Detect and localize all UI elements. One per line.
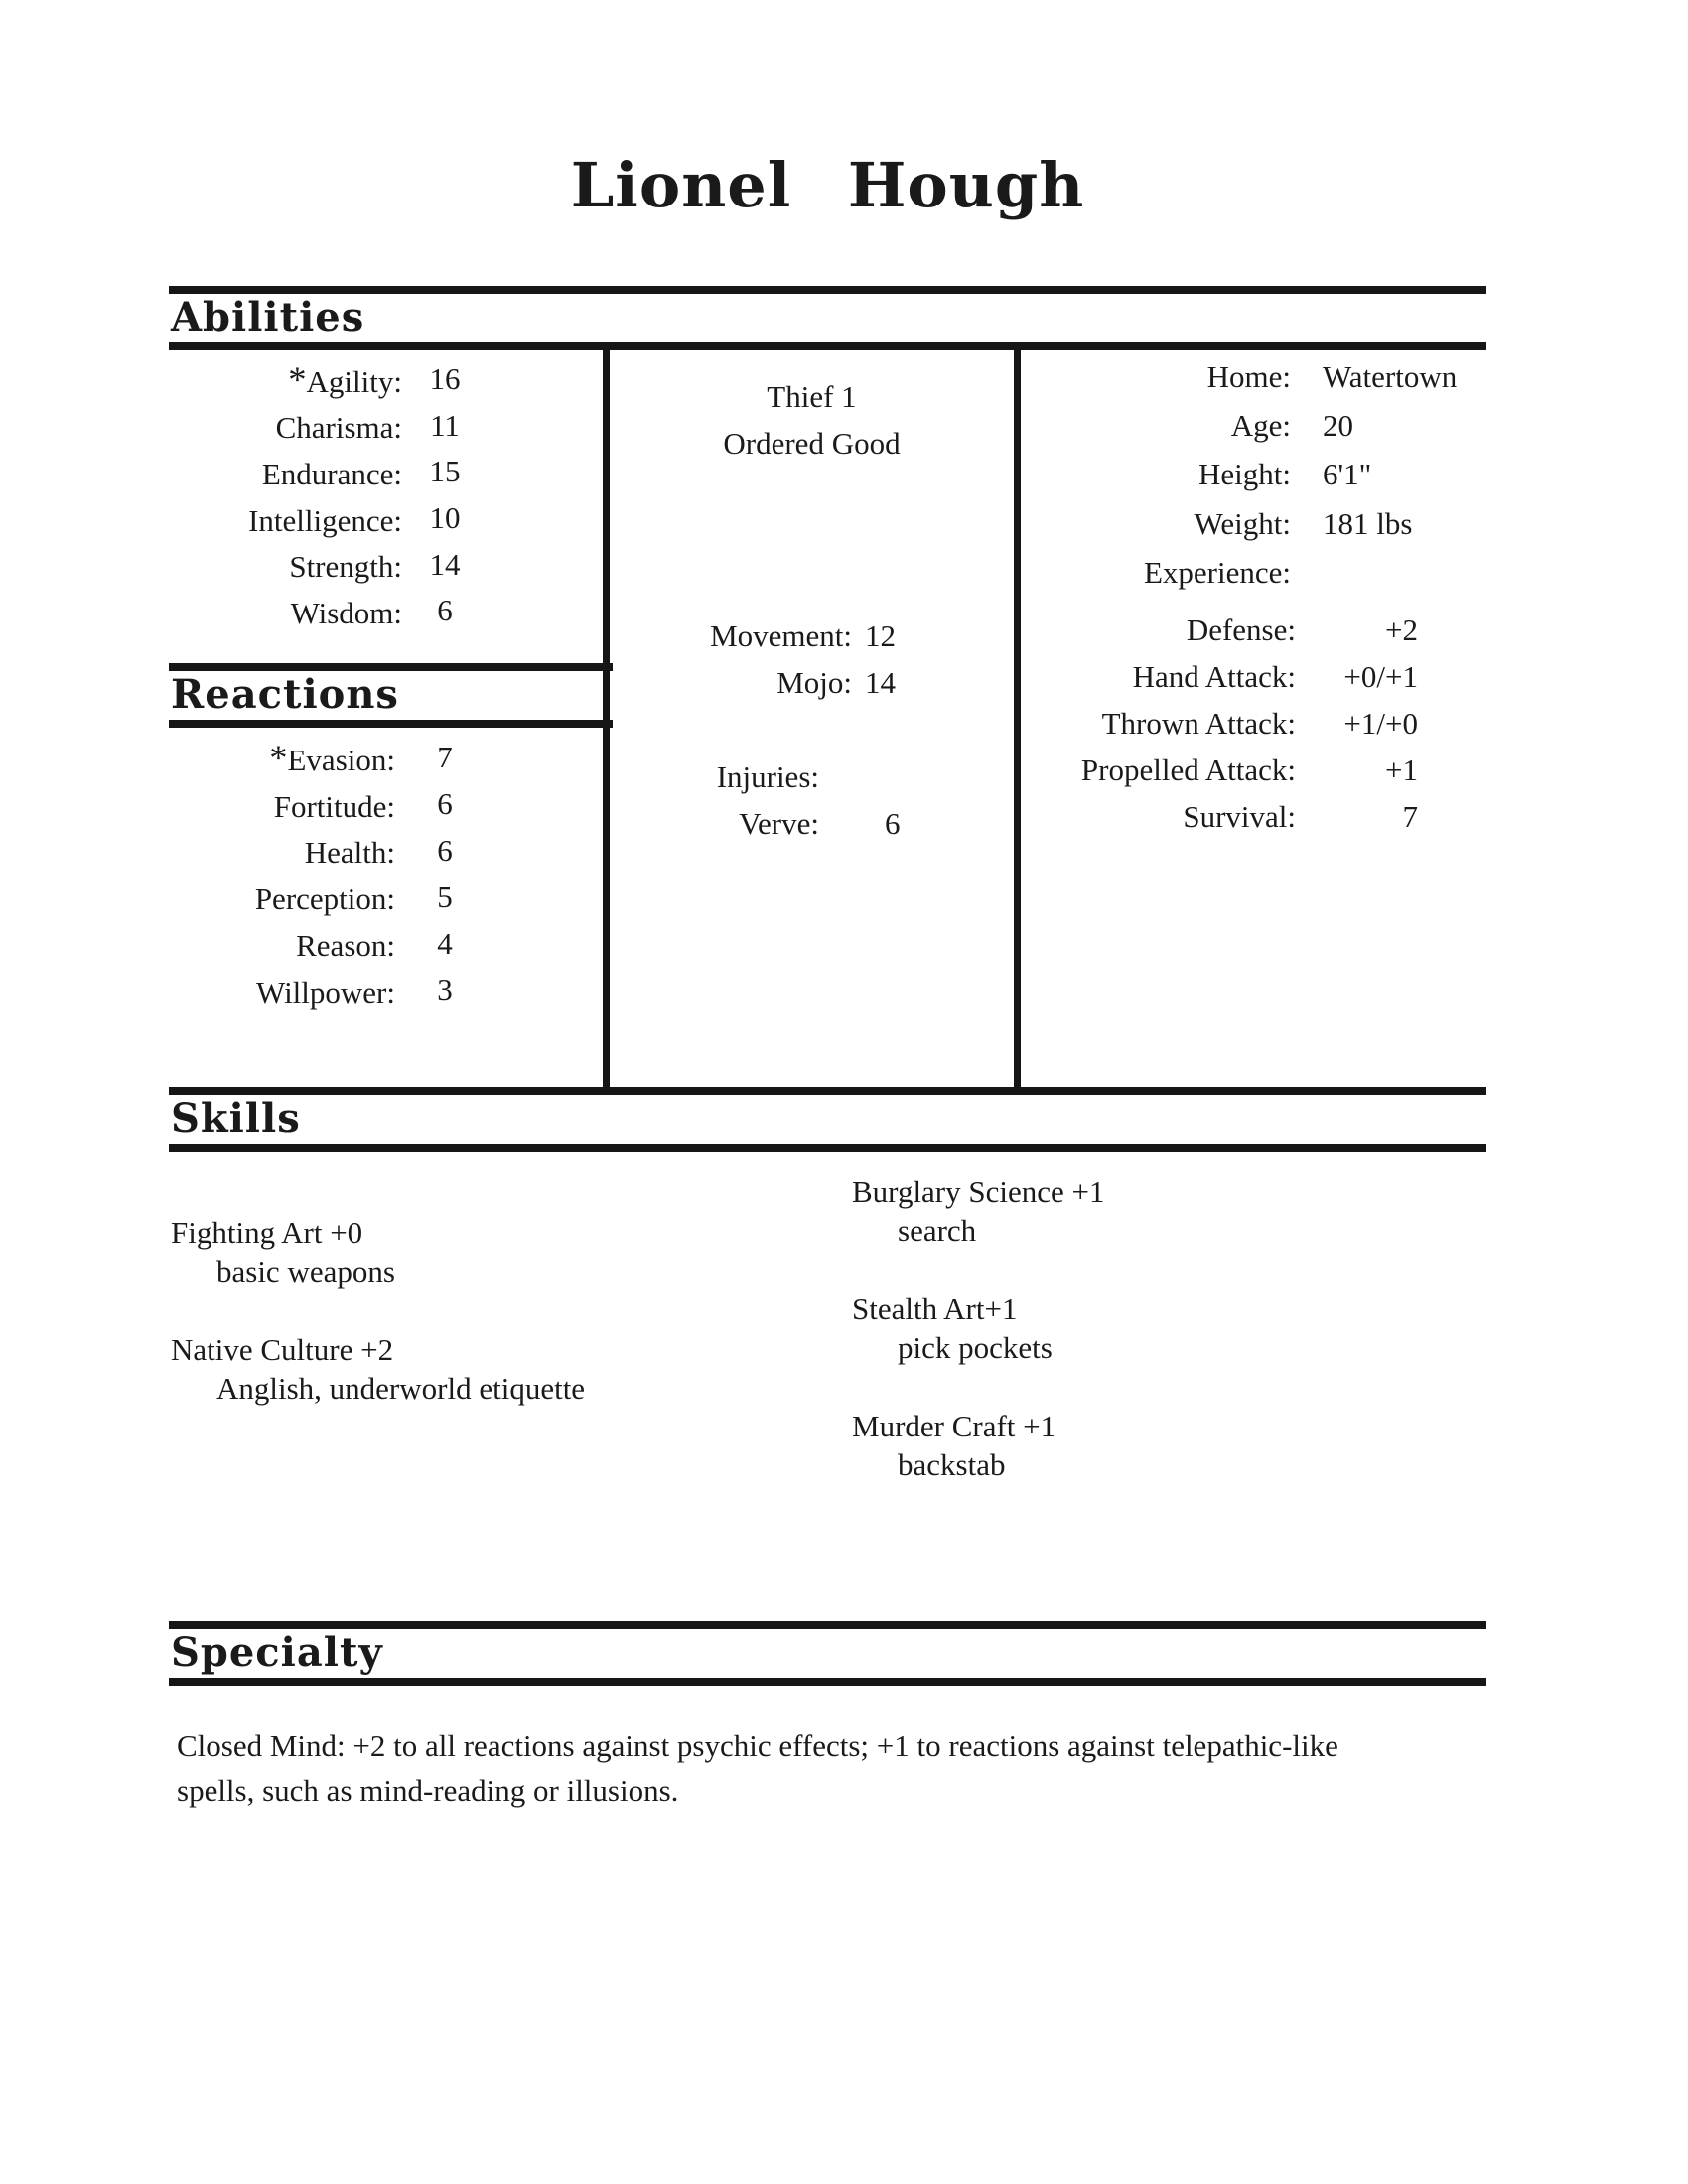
stat-label: Age: <box>1230 407 1291 443</box>
stat-row-experience <box>1027 548 1493 597</box>
stat-value: 16 <box>429 361 461 397</box>
primary-star-marker: * <box>269 737 288 778</box>
skill-name: Fighting Art +0 <box>171 1215 363 1250</box>
stat-label: Survival: <box>1183 798 1296 834</box>
stat-value: 6 <box>437 786 453 822</box>
stat-value: 12 <box>865 617 896 653</box>
section-header-abilities <box>169 286 1486 350</box>
stat-value: 4 <box>437 925 453 961</box>
stat-row-agility <box>169 356 496 403</box>
stat-value: +1/+0 <box>1343 705 1418 741</box>
skill-name: Native Culture +2 <box>171 1332 394 1367</box>
skill-stealth-art <box>852 1290 1053 1367</box>
stat-label: Intelligence: <box>248 502 402 538</box>
skill-detail: search <box>898 1213 977 1248</box>
stat-row-propelled-attack <box>1027 747 1493 793</box>
stat-row-survival <box>1027 793 1493 840</box>
stat-value: 3 <box>437 972 453 1008</box>
stat-label: Movement: <box>710 617 852 653</box>
skills-heading: Skills <box>171 1095 301 1142</box>
stat-label: Endurance: <box>261 456 402 491</box>
specialty-heading: Specialty <box>171 1629 383 1676</box>
stat-row-weight <box>1027 499 1493 548</box>
skill-detail: backstab <box>898 1447 1006 1482</box>
stat-label: Propelled Attack: <box>1080 751 1296 787</box>
skill-detail: Anglish, underworld etiquette <box>216 1371 586 1406</box>
stat-value: 10 <box>429 500 461 536</box>
alignment: Ordered Good <box>723 426 901 461</box>
stat-value: 5 <box>437 879 453 914</box>
stat-label: Wisdom: <box>290 595 402 630</box>
class-level: Thief 1 <box>767 379 857 414</box>
stat-value: +2 <box>1385 612 1418 647</box>
stat-row-wisdom <box>169 588 496 634</box>
skill-native-culture <box>171 1330 585 1408</box>
stat-row-fortitude <box>169 781 496 828</box>
skill-burglary-science <box>852 1172 1105 1250</box>
stat-label: Charisma: <box>275 410 402 446</box>
stat-label: Strength: <box>289 549 402 585</box>
stat-row-strength <box>169 541 496 588</box>
skill-name: Murder Craft +1 <box>852 1409 1056 1443</box>
page-title: Lionel Hough <box>570 149 1085 221</box>
skill-name: Stealth Art+1 <box>852 1292 1018 1326</box>
skill-detail: pick pockets <box>898 1330 1053 1365</box>
stat-label: Home: <box>1206 358 1291 394</box>
stat-row-evasion <box>169 735 496 781</box>
stat-label: *Evasion: <box>269 737 395 778</box>
stat-row-height <box>1027 451 1493 499</box>
stat-value: Watertown <box>1323 358 1458 394</box>
stat-row-defense <box>1027 607 1493 653</box>
stat-row-endurance <box>169 449 496 495</box>
primary-star-marker: * <box>288 358 307 400</box>
stat-row-intelligence <box>169 495 496 542</box>
reactions-list <box>169 735 496 1014</box>
stat-value: 6 <box>437 832 453 868</box>
stat-row-thrown-attack <box>1027 700 1493 747</box>
column-divider-right <box>1014 350 1021 1090</box>
stat-label: Perception: <box>254 882 395 917</box>
stat-row-injuries <box>610 753 901 800</box>
stat-label: Fortitude: <box>273 788 395 824</box>
stat-label: Willpower: <box>256 974 395 1010</box>
stat-value: +0/+1 <box>1343 658 1418 694</box>
abilities-list <box>169 356 496 634</box>
stat-row-charisma <box>169 403 496 450</box>
stat-row-willpower <box>169 967 496 1014</box>
stat-row-home <box>1027 352 1493 401</box>
class-alignment-block <box>610 373 1014 467</box>
stat-label: Verve: <box>739 805 819 841</box>
stat-label: Injuries: <box>716 758 819 794</box>
section-header-reactions <box>169 663 613 728</box>
stat-label: Experience: <box>1143 554 1291 590</box>
stat-row-movement <box>610 613 896 659</box>
stat-label: Mojo: <box>776 664 852 700</box>
section-header-skills <box>169 1087 1486 1152</box>
stat-label: Reason: <box>296 928 395 964</box>
stat-label: *Agility: <box>288 358 402 400</box>
stat-value: +1 <box>1385 751 1418 787</box>
stat-value: 14 <box>865 664 896 700</box>
movement-mojo-block <box>610 613 896 706</box>
reactions-heading: Reactions <box>171 671 399 718</box>
stat-value: 7 <box>1402 798 1418 834</box>
skill-name: Burglary Science +1 <box>852 1174 1105 1209</box>
stat-value: 6 <box>437 593 453 628</box>
stat-label: Defense: <box>1186 612 1296 647</box>
stat-row-age <box>1027 401 1493 450</box>
stat-row-reason <box>169 920 496 967</box>
stat-row-hand-attack <box>1027 653 1493 700</box>
stat-row-verve <box>610 800 901 847</box>
stat-row-perception <box>169 874 496 920</box>
stat-label: Health: <box>304 835 395 871</box>
stat-value: 11 <box>430 407 460 443</box>
stat-value: 6 <box>885 805 901 841</box>
stat-value: 15 <box>429 454 461 489</box>
stat-label: Height: <box>1198 457 1291 492</box>
stat-row-health <box>169 828 496 875</box>
stat-value: 7 <box>437 740 453 775</box>
stat-value: 181 lbs <box>1323 505 1413 541</box>
stat-row-mojo <box>610 659 896 706</box>
stat-value: 14 <box>429 546 461 582</box>
injuries-verve-block <box>610 753 901 847</box>
stat-value: 6'1" <box>1323 457 1372 492</box>
skill-fighting-art <box>171 1213 395 1291</box>
stat-label: Weight: <box>1194 505 1291 541</box>
combat-list <box>1027 607 1493 840</box>
skill-murder-craft <box>852 1407 1055 1484</box>
specialty-description: Closed Mind: +2 to all reactions against psychic effects; +1 to reactions against telepathic-like spells, such as mind-reading or illusions. <box>177 1728 1338 1808</box>
skill-detail: basic weapons <box>216 1254 395 1289</box>
bio-list <box>1027 352 1493 597</box>
stat-label: Thrown Attack: <box>1101 705 1296 741</box>
stat-label: Hand Attack: <box>1132 658 1296 694</box>
stat-value: 20 <box>1323 407 1353 443</box>
section-header-specialty <box>169 1621 1486 1686</box>
abilities-heading: Abilities <box>171 294 365 341</box>
